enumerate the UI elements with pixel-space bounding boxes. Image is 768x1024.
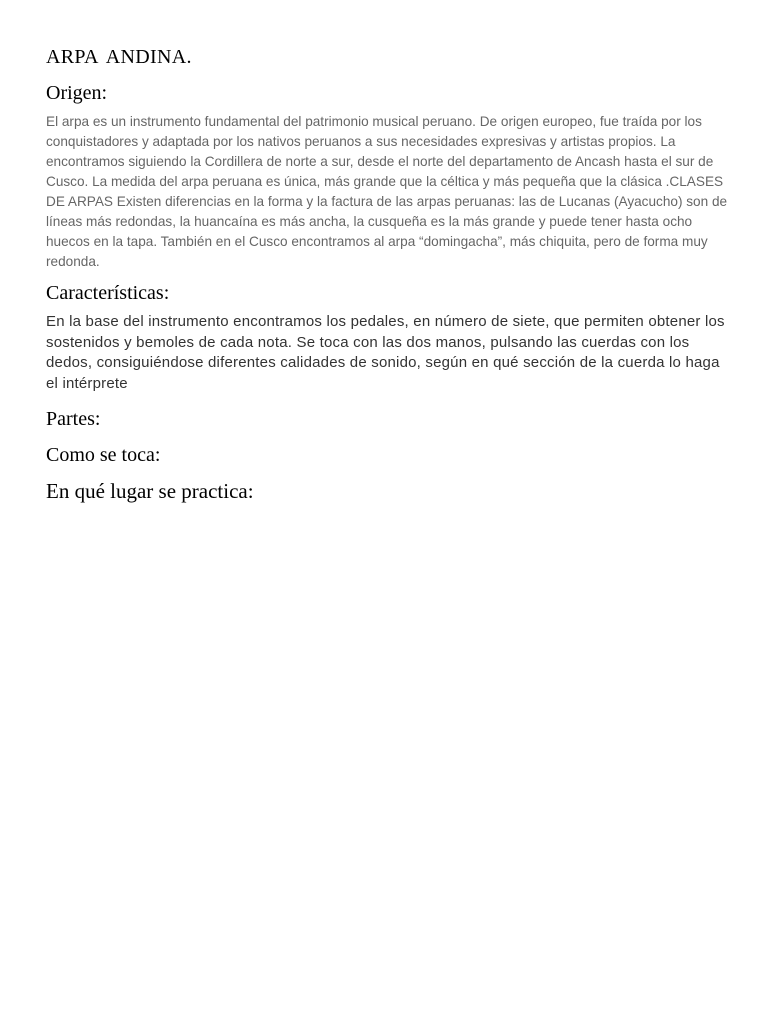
document-title: ARPA ANDINA. <box>46 46 192 68</box>
section-heading-caracteristicas: Características: <box>46 282 170 304</box>
section-heading-lugar: En qué lugar se practica: <box>46 479 254 504</box>
section-heading-partes: Partes: <box>46 408 101 431</box>
section-heading-origen: Origen: <box>46 82 108 104</box>
section-body-caracteristicas: En la base del instrumento encontramos los pedales, en número de siete, que permiten obtener los sostenidos y bemoles de cada nota. Se toca con las dos manos, pulsando las cuerdas con los dedos, consiguiéndose diferentes calidades de sonido, según en qué sección de la cuerda lo haga el intérprete <box>46 313 725 392</box>
section-body-origen: El arpa es un instrumento fundamental del patrimonio musical peruano. De origen europeo, fue traída por los conquistadores y adaptada por los nativos peruanos a sus necesidades expresivas y artistas propios. La encontramos siguiendo la Cordillera de norte a sur, desde el norte del departamento de Ancash hasta el sur de Cusco. La medida del arpa peruana es única, más grande que la céltica y más pequeña que la clásica .CLASES DE ARPAS Existen diferencias en la forma y la factura de las arpas peruanas: las de Lucanas (Ayacucho) son de líneas más redondas, la huancaína es más ancha, la cusqueña es la más grande y puede tener hasta ocho huecos en la tapa. También en el Cusco encontramos al arpa “domingacha”, más chiquita, pero de forma muy redonda. <box>46 114 728 269</box>
section-heading-como-se-toca: Como se toca: <box>46 444 161 467</box>
document-content <box>46 44 730 504</box>
